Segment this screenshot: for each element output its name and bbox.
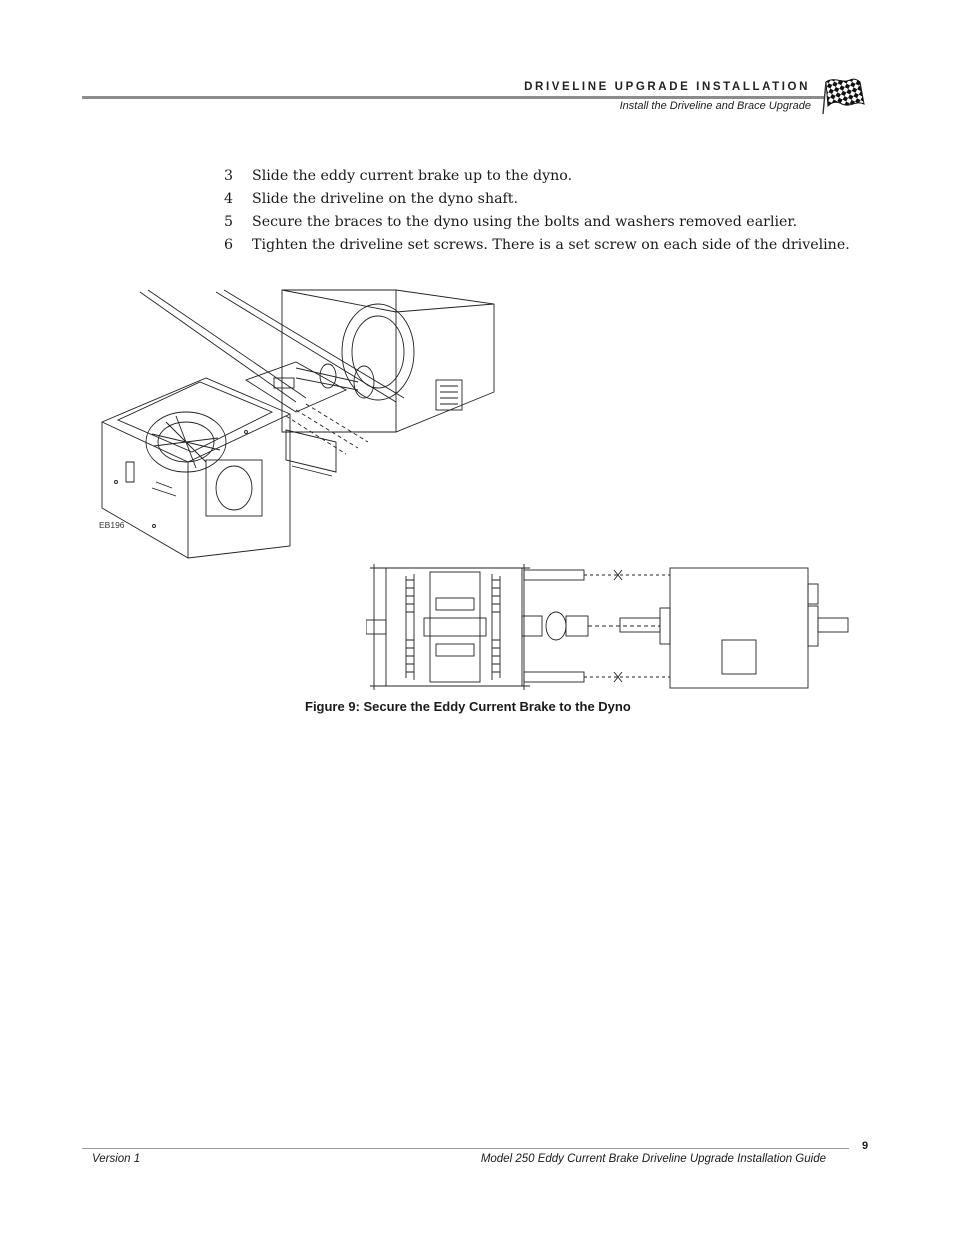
figure-caption: Figure 9: Secure the Eddy Current Brake to the Dyno <box>305 699 631 714</box>
step-text: Tighten the driveline set screws. There is a set screw on each side of the driveline. <box>252 237 850 253</box>
step-number: 5 <box>224 214 234 230</box>
section-title: DRIVELINE UPGRADE INSTALLATION <box>524 81 810 93</box>
step-number: 3 <box>224 168 234 184</box>
step-text: Slide the driveline on the dyno shaft. <box>252 191 519 207</box>
header-rule <box>82 96 824 99</box>
step-number: 4 <box>224 191 234 207</box>
step-text: Slide the eddy current brake up to the dyno. <box>252 168 573 184</box>
step-number: 6 <box>224 237 234 253</box>
footer-guide-title: Model 250 Eddy Current Brake Driveline Upgrade Installation Guide <box>480 1153 826 1165</box>
page-number: 9 <box>862 1140 869 1152</box>
footer-rule <box>82 1148 849 1149</box>
checkered-flag-icon <box>820 74 866 116</box>
isometric-assembly-drawing <box>96 282 500 570</box>
subsection-title: Install the Driveline and Brace Upgrade <box>619 100 811 112</box>
top-view-drawing <box>366 560 858 694</box>
footer-version: Version 1 <box>92 1153 141 1165</box>
drawing-label: EB196 <box>99 520 125 530</box>
step-text: Secure the braces to the dyno using the bolts and washers removed earlier. <box>252 214 798 230</box>
